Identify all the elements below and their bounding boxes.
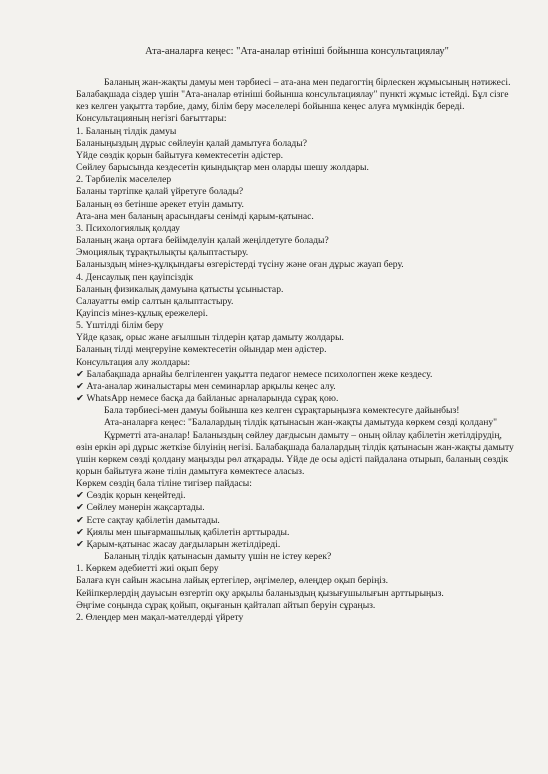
line: Әңгіме соңында сұрақ қойып, оқығанын қайталап айтып беруін сұраңыз.: [76, 599, 376, 611]
paragraph-intro: Баланың жан-жақты дамуы мен тәрбиесі – ата-ана мен педагогтің бірлескен жұмысының нәтижесі. Балабақшада сіздер үшін "Ата-аналар өтініші бойынша консультациялау" пункті жұмыс істейді. Бұл сізге кез келген уақытта тәрбие, даму, білім беру мәселелері бойынша кеңес алуға мүмкіндік береді.: [76, 77, 511, 113]
checkmark-list-item: ✔ Сөйлеу мәнерін жақсартады.: [76, 502, 518, 514]
line: Баланыңыздың дұрыс сөйлеуін қалай дамытуға болады?: [76, 137, 307, 149]
line: Қауіпсіз мінез-құлық ережелері.: [76, 307, 208, 319]
line: Баланың тілді меңгеруіне көмектесетін ойындар мен әдістер.: [76, 344, 327, 356]
checkmark-list-item: ✔ Қиялы мен шығармашылық қабілетін арттырады.: [76, 527, 518, 539]
checkmark-list-item: ✔ Сөздік қорын кеңейтеді.: [76, 490, 518, 502]
line: Консультация алу жолдары:: [76, 356, 191, 368]
line: Үйде қазақ, орыс және ағылшын тілдерін қатар дамыту жолдары.: [76, 332, 344, 344]
line: Кейіпкерлердің дауысын өзгертіп оқу арқылы баланыздың қызығушылығын арттырыңыз.: [76, 587, 444, 599]
line: Баланыздың мінез-құлқындағы өзгерістерді түсіну және оған дұрыс жауап беру.: [76, 259, 404, 271]
checkmark-list-item: ✔ Балабақшада арнайы белгіленген уақытта педагог немесе психологпен жеке кездесу.: [76, 369, 518, 381]
section-title: Ата-аналарға кеңес: "Балалардың тілдік қатынасын жан-жақты дамытуда көркем сөзді қолдану": [104, 417, 498, 429]
line: Салауатты өмір салтын қалыптастыру.: [76, 295, 234, 307]
subheading: Баланың тілдік қатынасын дамыту үшін не істеу керек?: [104, 551, 332, 563]
line: Көркем сөздің бала тіліне тигізер пайдасы:: [76, 478, 252, 490]
checkmark-list-item: ✔ Ата-аналар жиналыстары мен семинарлар арқылы кеңес алу.: [76, 381, 518, 393]
checkmark-list-item: ✔ Есте сақтау қабілетін дамытады.: [76, 515, 518, 527]
line: 1. Көркем әдебиетті жиі оқып беру: [76, 563, 219, 575]
line: 1. Баланың тілдік дамуы: [76, 125, 177, 137]
line: Балаға күн сайын жасына лайық ертегілер, әңгімелер, өлеңдер оқып беріңіз.: [76, 575, 389, 587]
line: Баланың жаңа ортаға бейімделуін қалай жеңілдетуге болады?: [76, 235, 329, 247]
checkmark-list-item: ✔ WhatsApp немесе басқа да байланыс арналарында сұрақ қою.: [76, 393, 518, 405]
line: Ата-ана мен баланың арасындағы сенімді қарым-қатынас.: [76, 210, 314, 222]
line: Баланың өз бетінше әрекет етуін дамыту.: [76, 198, 244, 210]
line: Сөйлеу барысында кездесетін қиындықтар мен оларды шешу жолдары.: [76, 162, 369, 174]
line: Баланың физикалық дамуына қатысты ұсыныстар.: [76, 283, 284, 295]
line: Эмоциялық тұрақтылықты қалыптастыру.: [76, 247, 249, 259]
line: 5. Үштілді білім беру: [76, 320, 164, 332]
line: 2. Өлеңдер мен мақал-мәтелдерді үйрету: [76, 611, 244, 623]
line: 2. Тәрбиелік мәселелер: [76, 174, 172, 186]
line: 4. Денсаулық пен қауіпсіздік: [76, 271, 194, 283]
line: Үйде сөздік қорын байытуға көмектесетін әдістер.: [76, 149, 284, 161]
document-title: Ата-аналарға кеңес: "Ата-аналар өтініші бойынша консультациялау": [145, 46, 449, 57]
line: Консультацияның негізгі бағыттары:: [76, 113, 227, 125]
line: 3. Психологиялық қолдау: [76, 222, 180, 234]
paragraph-closing: Бала тәрбиесі-мен дамуы бойынша кез келген сұрақтарыңызға көмектесуге дайынбыз!: [104, 405, 460, 417]
line: Баланы тәртіпке қалай үйретуге болады?: [76, 186, 244, 198]
paragraph-body: Құрметті ата-аналар! Баланыздың сөйлеу дағдысын дамыту – оның ойлау қабілетін жетілдірудің, өзін еркін әрі дұрыс жеткізе білуінің негізі. Балабақшада балалардың тілдік қатынасын жан-жақты дамыту үшін көркем сөзді қолдану маңызды рөл атқарады. Үйде де осы әдісті пайдалана отырып, баланың сөздік қорын байытуға және тілін дамытуға көмектесе аласыз.: [76, 429, 514, 477]
checkmark-list-item: ✔ Қарым-қатынас жасау дағдыларын жетілдіреді.: [76, 539, 518, 551]
